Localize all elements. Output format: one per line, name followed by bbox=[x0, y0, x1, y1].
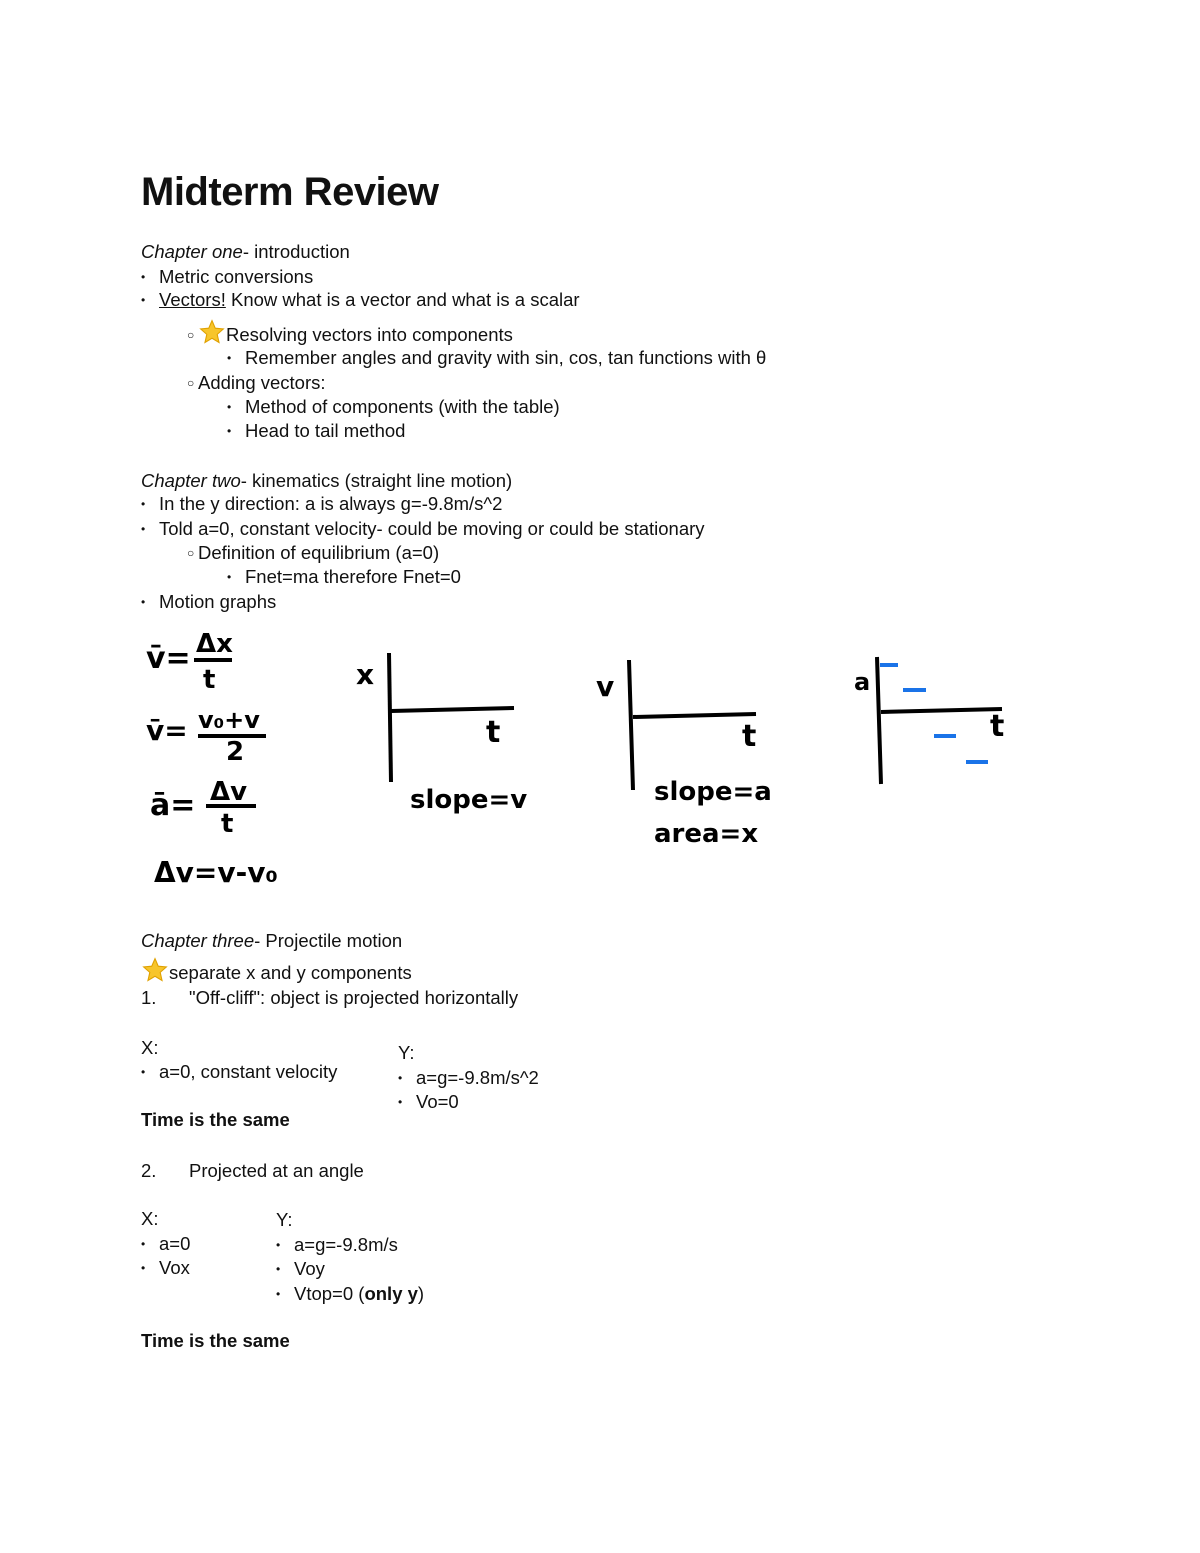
list-item: • Motion graphs bbox=[141, 591, 277, 612]
eq3-num: Δv bbox=[210, 777, 248, 807]
eq1-den: t bbox=[203, 665, 216, 695]
numbered-item: 2. bbox=[141, 1160, 157, 1181]
chapter-three-heading: Chapter three- Projectile motion bbox=[141, 930, 403, 951]
list-item: ○ Resolving vectors into components bbox=[187, 319, 513, 351]
graph2-note-2: area=x bbox=[654, 819, 759, 849]
eq2-lhs: v̄= bbox=[146, 714, 188, 747]
list-item: • In the y direction: a is always g=-9.8m/s^2 bbox=[141, 493, 503, 514]
eq2-den: 2 bbox=[226, 737, 245, 767]
graph1-x-axis bbox=[391, 708, 514, 711]
graph1-y-axis bbox=[389, 653, 391, 782]
page-title: Midterm Review bbox=[141, 170, 439, 214]
list-item: • Head to tail method bbox=[227, 420, 406, 441]
eq2-num: v₀+v bbox=[198, 706, 260, 734]
list-item: • Vtop=0 (only y) bbox=[276, 1283, 425, 1304]
list-item: • a=g=-9.8m/s bbox=[276, 1234, 398, 1255]
graph1-x-label: t bbox=[486, 715, 501, 750]
list-item: • Voy bbox=[276, 1258, 325, 1279]
list-item: ○ Definition of equilibrium (a=0) bbox=[187, 542, 440, 563]
list-item: • a=0 bbox=[141, 1233, 191, 1254]
x-label: X: bbox=[141, 1037, 159, 1058]
list-item: • a=g=-9.8m/s^2 bbox=[398, 1067, 539, 1088]
graph2-note-1: slope=a bbox=[654, 777, 772, 807]
eq1-num: Δx bbox=[196, 629, 233, 659]
list-item: ○ Adding vectors: bbox=[187, 372, 326, 393]
x-label: X: bbox=[141, 1208, 159, 1229]
graph1-y-label: x bbox=[356, 658, 375, 691]
graph2-y-axis bbox=[629, 660, 633, 790]
eq3-lhs: ā= bbox=[150, 788, 196, 823]
graph3-x-axis bbox=[881, 709, 1002, 712]
time-note: Time is the same bbox=[141, 1109, 290, 1130]
graph2-y-label: v bbox=[596, 670, 615, 703]
list-item: • Metric conversions bbox=[141, 266, 314, 287]
graph3-y-axis bbox=[877, 657, 881, 784]
graph2-x-label: t bbox=[742, 719, 757, 754]
list-item: • Remember angles and gravity with sin, cos, tan functions with θ bbox=[227, 347, 767, 368]
eq1-lhs: v̄= bbox=[146, 641, 191, 676]
list-item: • Method of components (with the table) bbox=[227, 396, 560, 417]
numbered-item-text: "Off-cliff": object is projected horizontally bbox=[189, 987, 519, 1008]
chapter-one-heading: Chapter one- introduction bbox=[141, 241, 350, 262]
eq4: Δv=v-v₀ bbox=[154, 856, 278, 889]
graph3-x-label: t bbox=[990, 709, 1005, 744]
numbered-item: 1. bbox=[141, 987, 157, 1008]
star-icon bbox=[141, 957, 169, 989]
list-item: • Fnet=ma therefore Fnet=0 bbox=[227, 566, 461, 587]
list-item: • a=0, constant velocity bbox=[141, 1061, 338, 1082]
graph2-x-axis bbox=[633, 714, 756, 717]
graph1-note: slope=v bbox=[410, 785, 528, 815]
list-item: • Vo=0 bbox=[398, 1091, 459, 1112]
numbered-item-text: Projected at an angle bbox=[189, 1160, 364, 1181]
list-item: • Vox bbox=[141, 1257, 190, 1278]
graph3-y-label: a bbox=[854, 668, 871, 696]
eq3-den: t bbox=[221, 809, 234, 839]
y-label: Y: bbox=[398, 1042, 415, 1063]
time-note: Time is the same bbox=[141, 1330, 290, 1351]
y-label: Y: bbox=[276, 1209, 293, 1230]
list-item: • Told a=0, constant velocity- could be moving or could be stationary bbox=[141, 518, 705, 539]
list-item: • Vectors! Know what is a vector and what is a scalar bbox=[141, 289, 580, 310]
chapter-two-heading: Chapter two- kinematics (straight line motion) bbox=[141, 470, 513, 491]
list-item: separate x and y components bbox=[141, 957, 412, 989]
